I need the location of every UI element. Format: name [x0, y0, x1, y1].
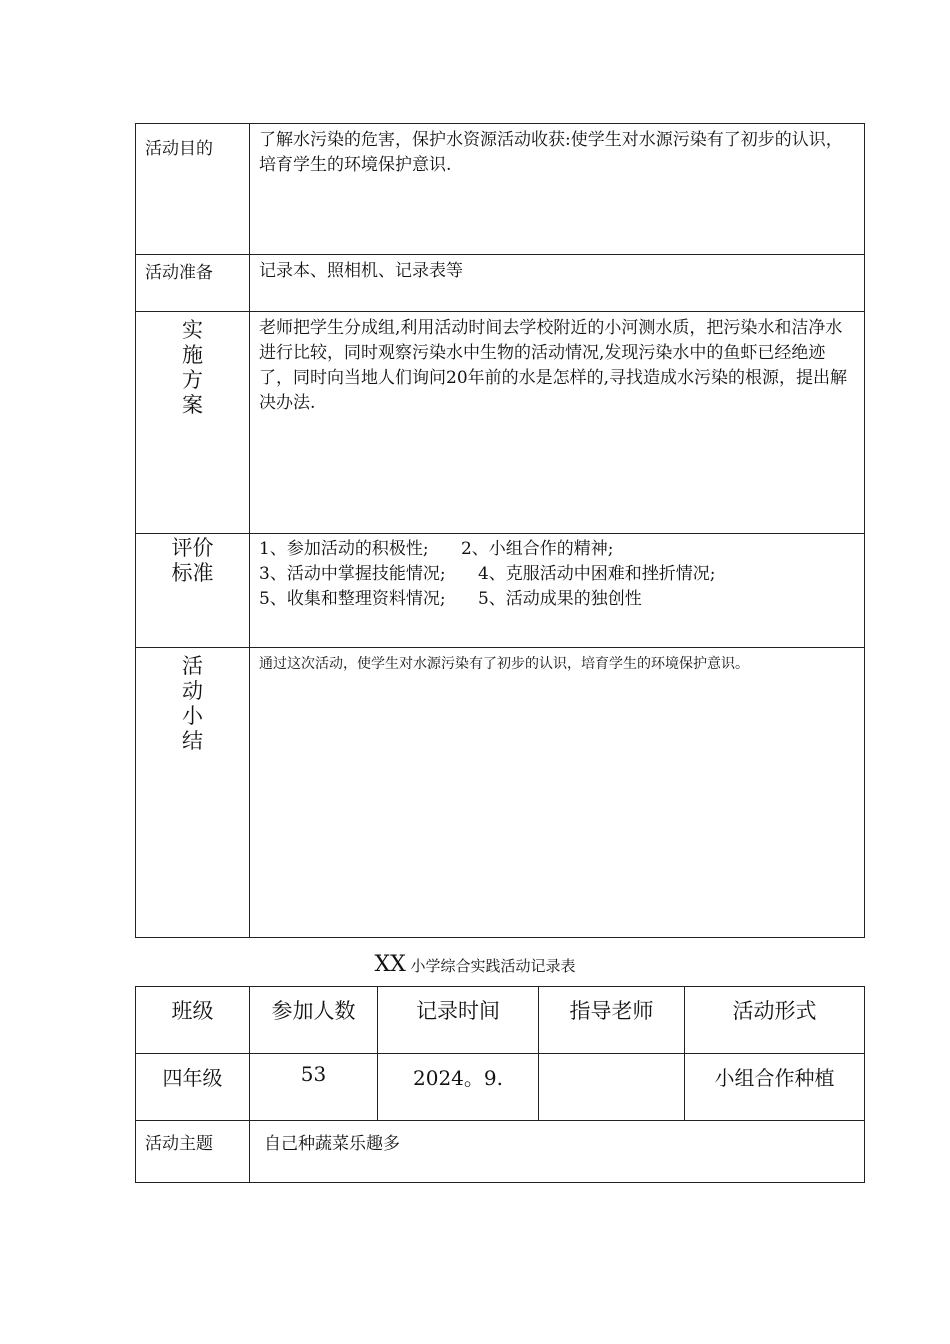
summary-label-char: 小 — [182, 704, 203, 728]
criteria-line: 5、收集和整理资料情况; 5、活动成果的独创性 — [259, 589, 642, 609]
prep-label: 活动准备 — [136, 255, 250, 312]
purpose-label: 活动目的 — [136, 124, 250, 255]
prep-row — [136, 255, 865, 312]
summary-text: 通过这次活动，使学生对水源污染有了初步的认识，培育学生的环境保护意识。 — [250, 648, 865, 938]
plan-label-char: 方 — [182, 368, 203, 392]
theme-value: 自己种蔬菜乐趣多 — [250, 1121, 865, 1183]
criteria-line: 1、参加活动的积极性; 2、小组合作的精神; — [259, 539, 614, 559]
header-record-time: 记录时间 — [378, 987, 539, 1054]
activity-record-table-1 — [135, 123, 865, 938]
value-participants: 53 — [250, 1054, 378, 1121]
criteria-label-line: 评价 — [171, 536, 214, 560]
theme-label: 活动主题 — [136, 1121, 250, 1183]
title-rest: 小学综合实践活动记录表 — [405, 957, 576, 975]
plan-text: 老师把学生分成组,利用活动时间去学校附近的小河测水质，把污染水和洁净水进行比较，同时观察污染水中生物的活动情况,发现污染水中的鱼虾已经绝迹了，同时向当地人们询问20年前的水是怎样的,寻找造成水污染的根源，提出解决办法. — [250, 312, 865, 534]
plan-label-char: 实 — [182, 318, 203, 342]
value-record-time: 2024。9. — [378, 1054, 539, 1121]
header-row — [136, 987, 865, 1054]
summary-label-char: 活 — [182, 654, 203, 678]
record-table-title — [0, 952, 950, 977]
theme-row — [136, 1121, 865, 1183]
criteria-row — [136, 534, 865, 648]
plan-row — [136, 312, 865, 534]
criteria-line: 3、活动中掌握技能情况; 4、克服活动中困难和挫折情况; — [259, 564, 716, 584]
plan-label-char: 施 — [182, 343, 203, 367]
purpose-row — [136, 124, 865, 255]
values-row — [136, 1054, 865, 1121]
criteria-list — [250, 534, 865, 648]
value-class: 四年级 — [136, 1054, 250, 1121]
plan-label — [136, 312, 250, 534]
summary-label-char: 结 — [182, 729, 203, 753]
header-participants: 参加人数 — [250, 987, 378, 1054]
value-teacher — [539, 1054, 685, 1121]
purpose-text: 了解水污染的危害，保护水资源活动收获:使学生对水源污染有了初步的认识，培育学生的环境保护意识. — [250, 124, 865, 255]
title-prefix: XX — [374, 952, 406, 977]
summary-label — [136, 648, 250, 938]
header-class: 班级 — [136, 987, 250, 1054]
plan-label-char: 案 — [182, 393, 203, 417]
summary-label-char: 动 — [182, 679, 203, 703]
summary-row — [136, 648, 865, 938]
header-teacher: 指导老师 — [539, 987, 685, 1054]
activity-record-table-2 — [135, 986, 865, 1183]
prep-text: 记录本、照相机、记录表等 — [250, 255, 865, 312]
criteria-label — [136, 534, 250, 648]
criteria-label-line: 标准 — [171, 561, 214, 585]
value-activity-form: 小组合作种植 — [685, 1054, 865, 1121]
header-activity-form: 活动形式 — [685, 987, 865, 1054]
